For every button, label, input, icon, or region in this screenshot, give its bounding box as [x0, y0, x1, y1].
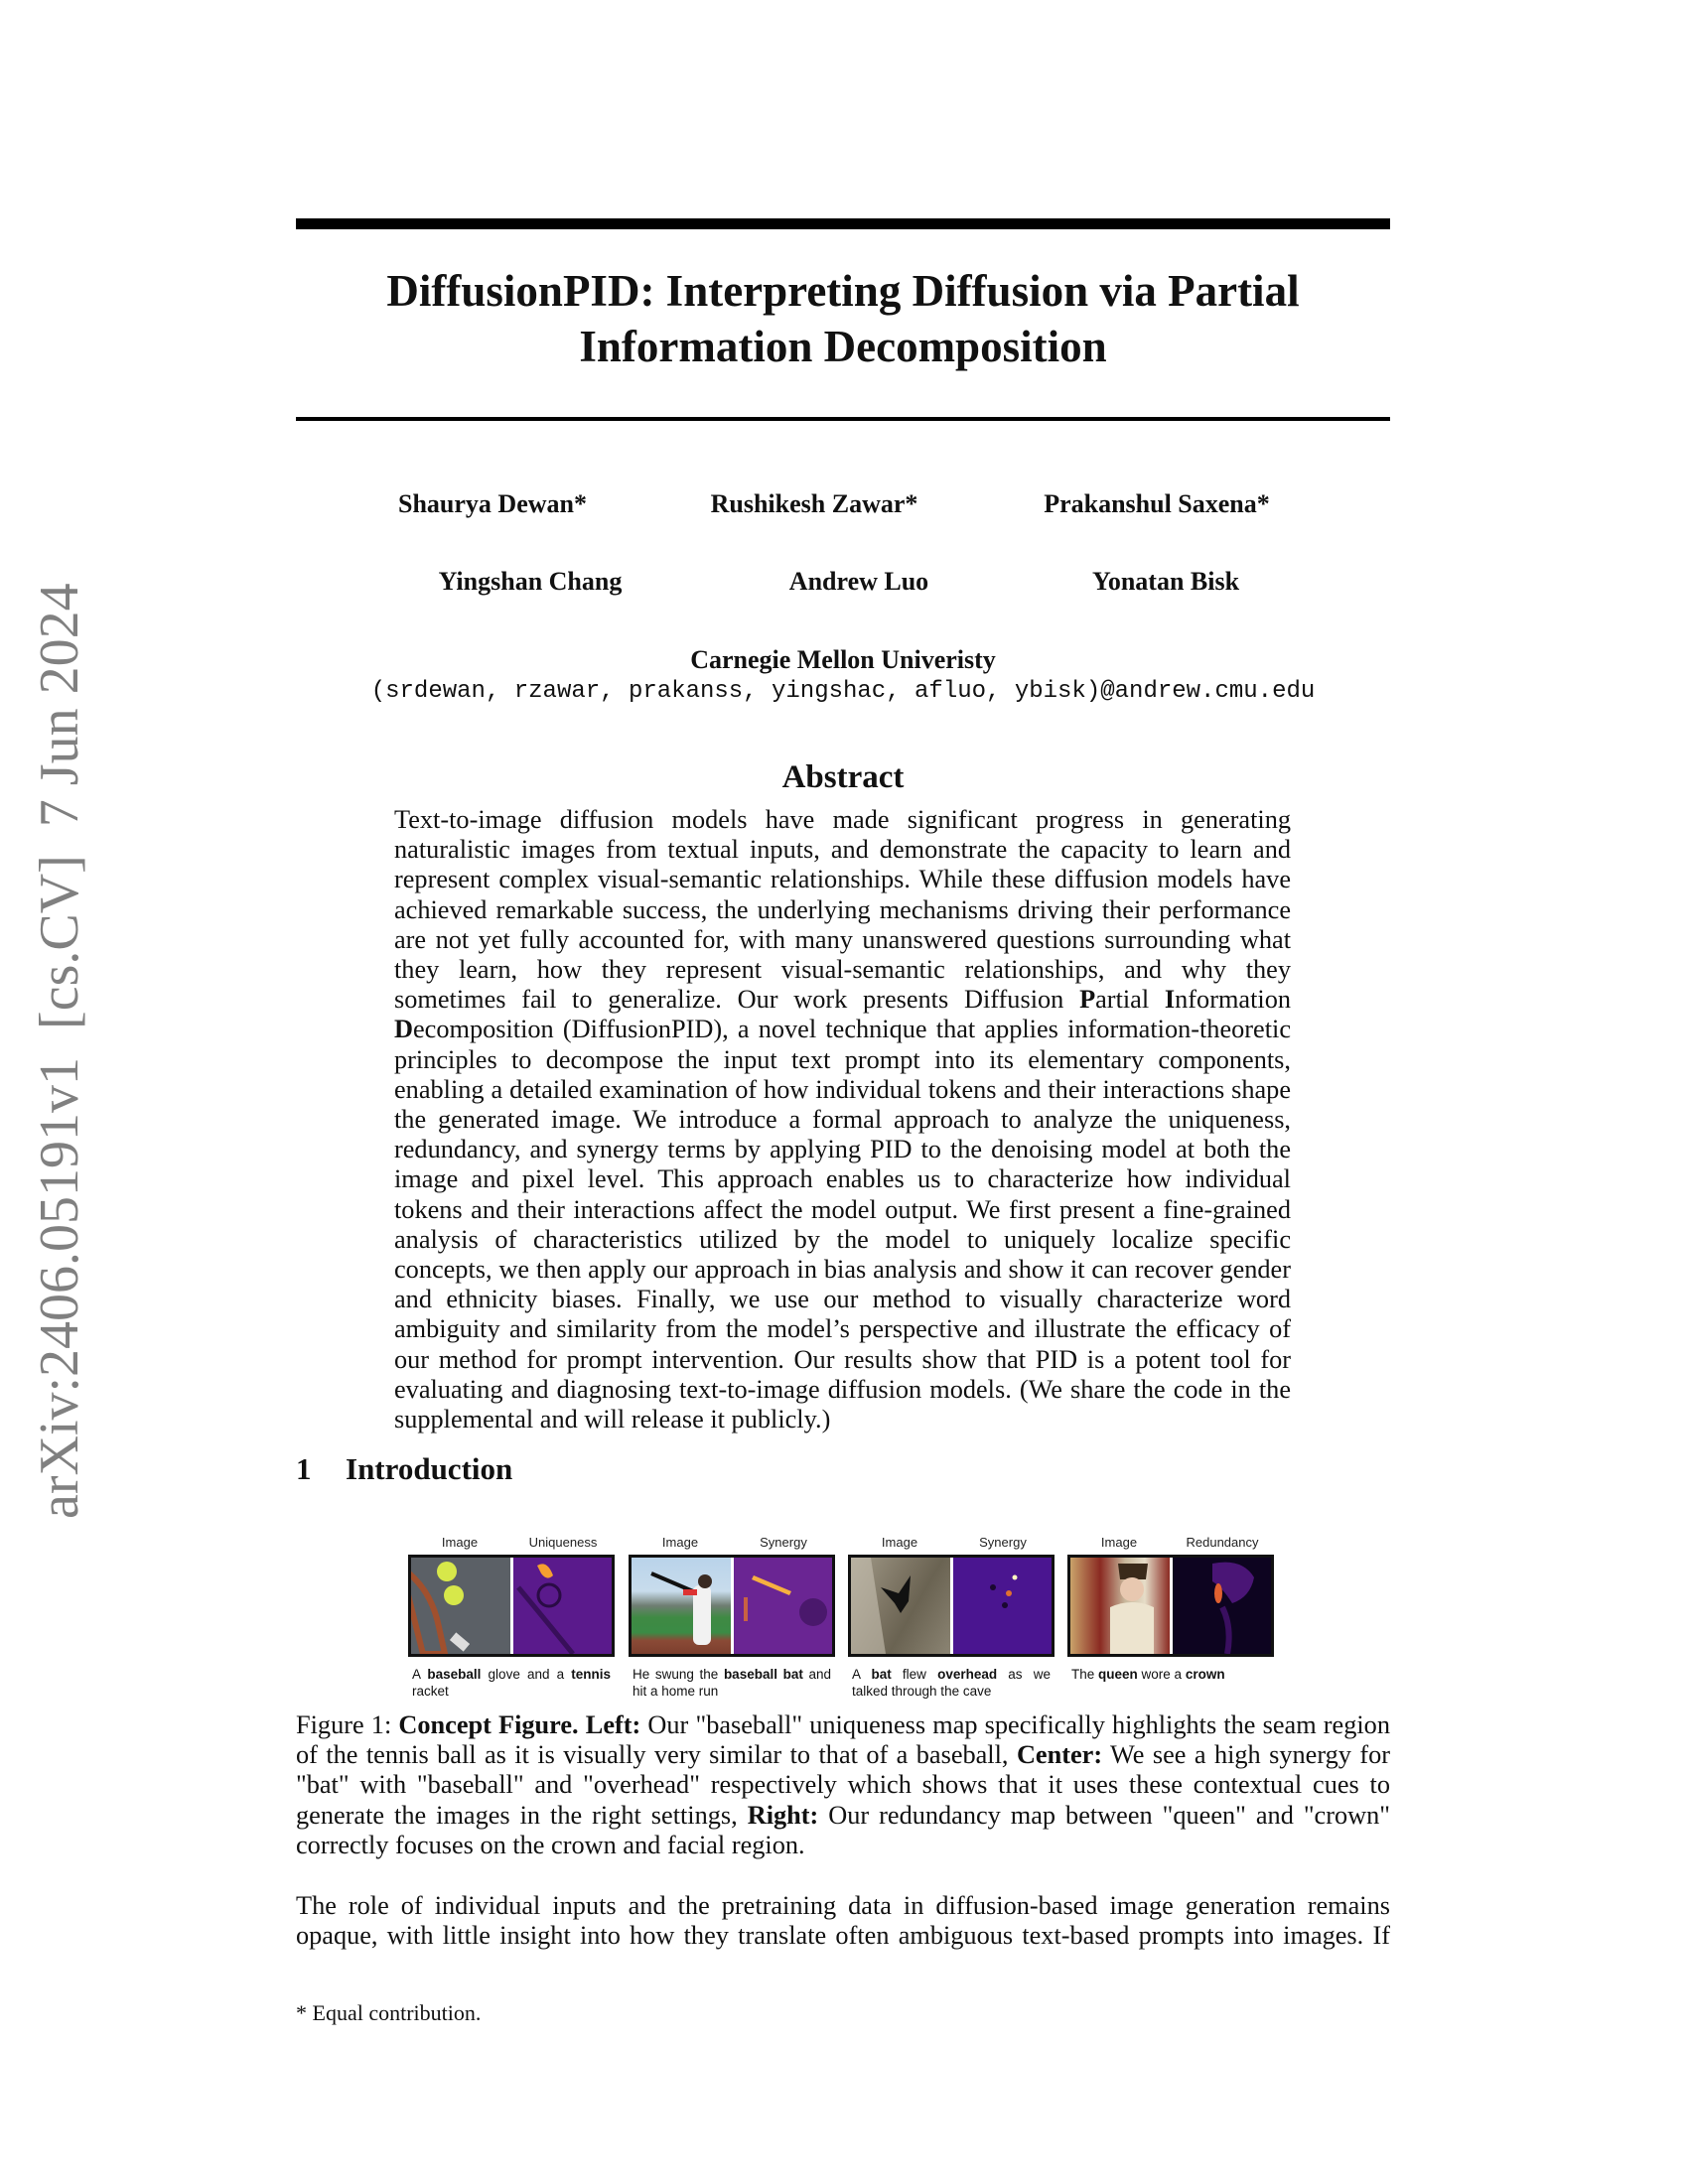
redundancy-heatmap [1170, 1558, 1272, 1654]
title-top-rule [296, 218, 1390, 229]
panel-label: Uniqueness [528, 1535, 598, 1550]
affiliation: Carnegie Mellon Univeristy [690, 645, 996, 674]
author-name: Rushikesh Zawar* [710, 489, 918, 518]
figure-panel-synergy-cave [848, 1535, 1055, 1704]
queen-image [1070, 1558, 1170, 1654]
title-bottom-rule [296, 417, 1390, 421]
figure-caption: Figure 1: Concept Figure. Left: Our "baseball" uniqueness map specifically highlights the seam region of the tennis ball as it is visually very similar to that of a baseball, Center: We see a high synergy for "bat" with "baseball" and "overhead" respectively which shows that it uses these contextual cues to generate the images in the right settings, Right: Our redundancy map between "queen" and "crown" correctly focuses on the crown and facial region. [296, 1710, 1391, 1859]
title-line-1: DiffusionPID: Interpreting Diffusion via Partial [386, 266, 1300, 316]
section-number: 1 [296, 1451, 312, 1486]
panel-label: Redundancy [1186, 1535, 1259, 1550]
footnote: * Equal contribution. [296, 2000, 482, 2025]
author-name: Andrew Luo [788, 567, 929, 596]
panel-caption: The queen wore a crown [1071, 1667, 1225, 1682]
panel-label: Image [661, 1535, 699, 1550]
abstract-heading: Abstract [781, 759, 905, 795]
synergy-heatmap [950, 1558, 1053, 1654]
section-heading [296, 1451, 512, 1487]
author-name: Shaurya Dewan* [398, 489, 587, 518]
figure-panel-synergy-baseball [629, 1535, 835, 1704]
uniqueness-heatmap [510, 1558, 613, 1654]
baseball-image [632, 1558, 731, 1654]
author-name: Yingshan Chang [438, 567, 623, 596]
tennis-image [411, 1558, 510, 1654]
intro-paragraph-line-1: The role of individual inputs and the pretraining data in diffusion-based image generation remains [296, 1891, 1390, 1920]
panel-caption: He swung the baseball bat and hit a home run [633, 1667, 831, 1699]
panel-label: Image [1100, 1535, 1138, 1550]
abstract-body: Text-to-image diffusion models have made significant progress in generating naturalistic images from textual inputs, and demonstrate the capacity to learn and represent complex visual-semantic relationships. While these diffusion models have achieved remarkable success, the underlying mechanisms driving their performance are not yet fully accounted for, with many unanswered questions surrounding what they learn, how they represent visual-semantic relationships, and why they sometimes fail to generalize. Our work presents Diffusion Partial Information Decomposition (DiffusionPID), a novel technique that applies information-theoretic principles to decompose the input text prompt into its elementary components, enabling a detailed examination of how individual tokens and their interactions shape the generated image. We introduce a formal approach to analyze the uniqueness, redundancy, and synergy terms by applying PID to the denoising model at both the image and pixel level. This approach enables us to characterize how individual tokens and their interactions affect the model output. We first present a fine-grained analysis of characteristics utilized by the model to uniquely localize specific concepts, we then apply our approach in bias analysis and show it can recover gender and ethnicity biases. Finally, we use our method to visually characterize word ambiguity and similarity from the model’s perspective and illustrate the efficacy of our method for prompt intervention. Our results show that PID is a potent tool for evaluating and diagnosing text-to-image diffusion models. (We share the code in the supplemental and will release it publicly.) [394, 805, 1292, 1434]
panel-label: Synergy [979, 1535, 1027, 1550]
paper-title [296, 263, 1390, 374]
panel-label: Image [441, 1535, 479, 1550]
figure-panel-uniqueness [408, 1535, 615, 1704]
section-title: Introduction [346, 1451, 513, 1486]
title-line-2: Information Decomposition [579, 322, 1107, 371]
author-name: Prakanshul Saxena* [1044, 489, 1270, 518]
synergy-heatmap [731, 1558, 833, 1654]
arxiv-stamp: arXiv:2406.05191v1 [cs.CV] 7 Jun 2024 [29, 583, 90, 1519]
panel-label: Synergy [760, 1535, 807, 1550]
author-name: Yonatan Bisk [1091, 567, 1240, 596]
panel-caption: A baseball glove and a tennis racket [412, 1667, 611, 1699]
author-emails: (srdewan, rzawar, prakanss, yingshac, afluo, ybisk)@andrew.cmu.edu [370, 678, 1316, 705]
cave-bat-image [851, 1558, 950, 1654]
figure-panel-redundancy [1067, 1535, 1274, 1704]
intro-paragraph-line-2: opaque, with little insight into how they translate often ambiguous text-based prompts into images. If [296, 1921, 1390, 1950]
figure-1 [408, 1535, 1276, 1704]
panel-label: Image [881, 1535, 918, 1550]
panel-caption: A bat flew overhead as we talked through the cave [852, 1667, 1051, 1699]
